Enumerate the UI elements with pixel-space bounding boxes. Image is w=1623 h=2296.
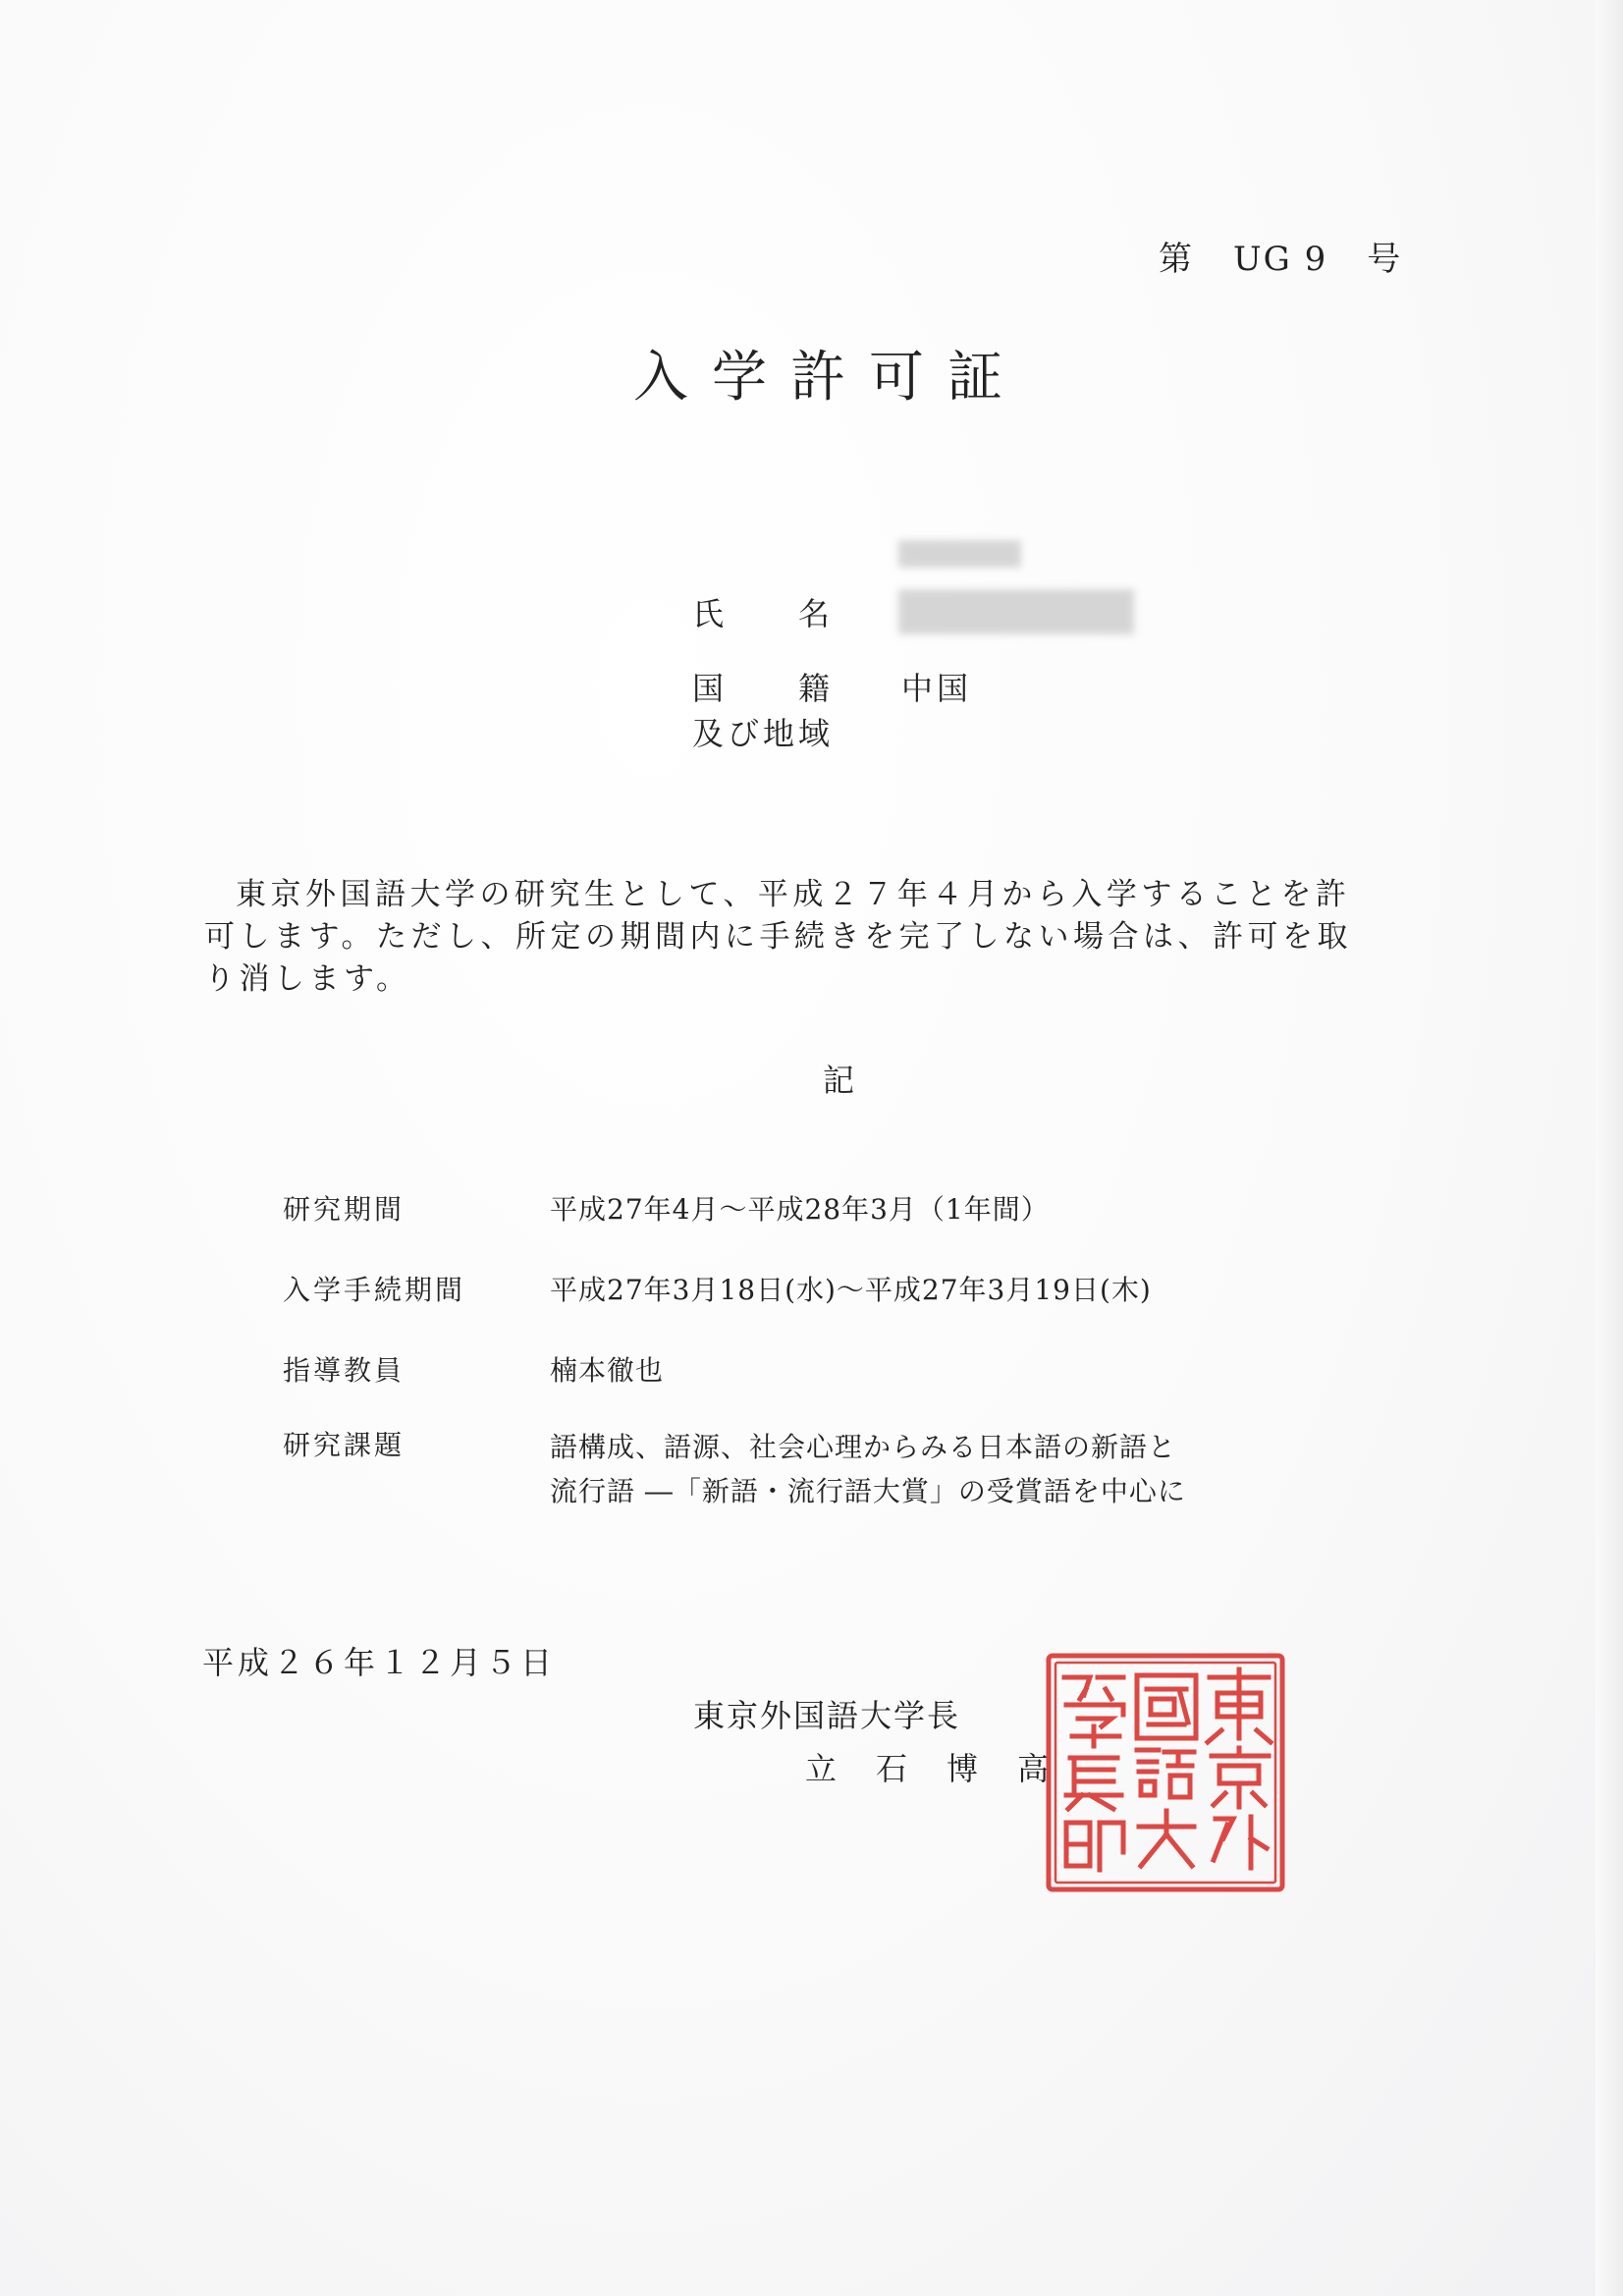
detail-label-enrollment-period: 入学手続期間 <box>283 1274 466 1306</box>
detail-value-enrollment-period: 平成27年3月18日(水)～平成27年3月19日(木) <box>550 1274 1152 1306</box>
official-seal <box>1043 1650 1288 1895</box>
nationality-value: 中国 <box>901 670 973 707</box>
permission-statement: 東京外国語大学の研究生として、平成２７年４月から入学することを許可します。ただし、所定の期間内に手続きを完了しない場合は、許可を取り消します。 <box>204 877 1353 997</box>
nationality-label: 国 籍 <box>692 670 852 707</box>
detail-value-research-topic-line2: 流行語 ―「新語・流行語大賞」の受賞語を中心に <box>550 1475 1186 1507</box>
document-number <box>1159 232 1402 280</box>
page-edge-shadow <box>1596 0 1623 2296</box>
detail-label-research-topic: 研究課題 <box>283 1429 406 1461</box>
issuer-title: 東京外国語大学長 <box>693 1697 961 1734</box>
redacted-name <box>898 589 1134 634</box>
nationality-label-line2: 及び地域 <box>692 715 835 752</box>
ki-heading: 記 <box>823 1062 855 1099</box>
detail-value-research-topic: 語構成、語源、社会心理からみる日本語の新語と <box>550 1431 1177 1463</box>
document-number-prefix: 第 <box>1159 240 1194 279</box>
document-number-value: UG 9 <box>1233 240 1328 279</box>
name-label: 氏 名 <box>692 595 852 632</box>
document-title: 入学許可証 <box>633 346 1026 410</box>
document-number-suffix: 号 <box>1367 240 1403 279</box>
detail-value-research-period: 平成27年4月～平成28年3月（1年間） <box>550 1193 1050 1226</box>
detail-label-research-period: 研究期間 <box>283 1193 406 1226</box>
redacted-name-reading <box>898 540 1021 568</box>
detail-value-advisor: 楠本徹也 <box>550 1354 665 1387</box>
signer-name: 立石博高 <box>805 1750 1089 1787</box>
detail-label-advisor: 指導教員 <box>283 1354 406 1387</box>
issue-date: 平成２６年１２月５日 <box>202 1644 557 1681</box>
